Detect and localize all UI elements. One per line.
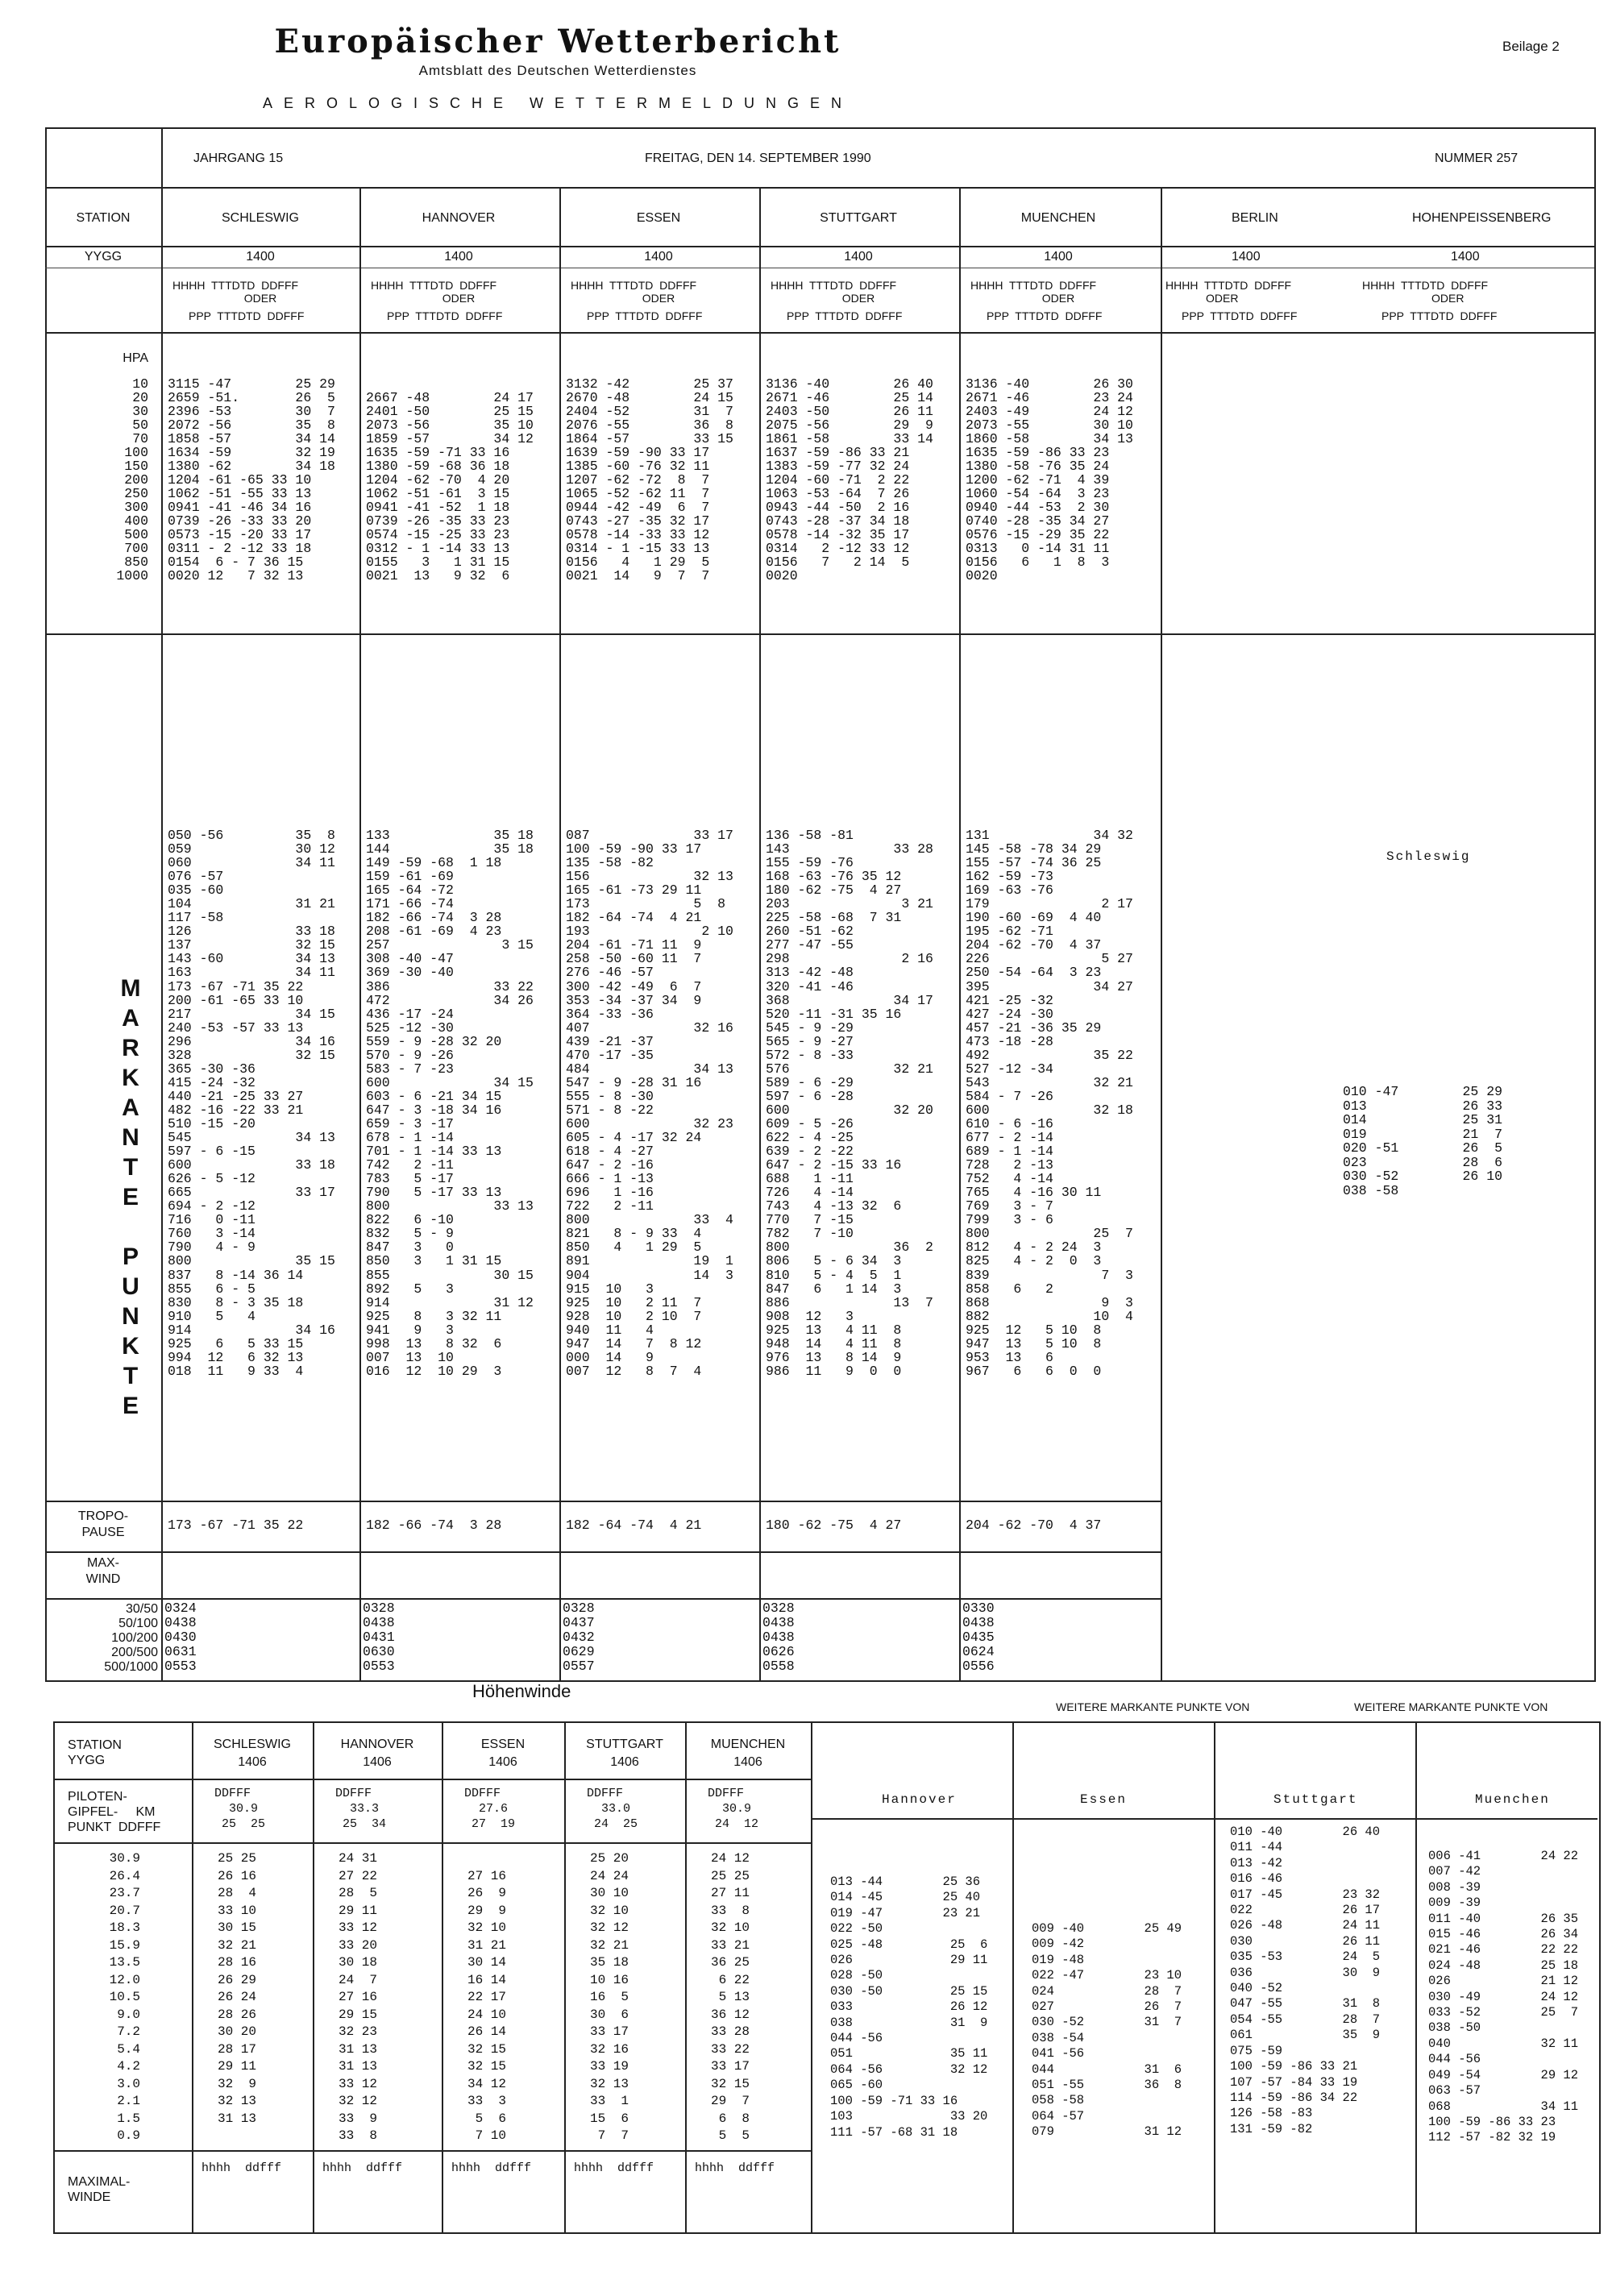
tropopause-data: 173 -67 -71 35 22 xyxy=(168,1518,304,1533)
hw-station-name: MUENCHEN xyxy=(710,1738,786,1751)
markante-letter: N xyxy=(122,1124,139,1151)
col-head-oder: ODER xyxy=(841,292,875,305)
divider xyxy=(811,1818,1597,1820)
hpa-data: 2667 -48 24 17 2401 -50 25 15 2073 -56 35 10 1859 -57 34 12 1635 -59 -71 33 16 1380 -59 -68 36 18 1204 -62 -70 4 20 1062 -51 -61 3 15 0941 -41 -52 1 18 0739 -26 -35 33 23 0574 -15 -25 33 23 0312 - 1 -14 33 13 0155 3 1 31 15 0021 13 9 32 6 xyxy=(366,390,534,583)
hpa-data: 3136 -40 26 40 2671 -46 25 14 2403 -50 26 11 2075 -56 29 9 1861 -58 33 14 1637 -59 -86 33 21 1383 -59 -77 32 24 1204 -60 -71 2 22 1063 -53 -64 7 26 0943 -44 -50 2 16 0743 -28 -37 34 18 0578 -14 -32 35 17 0314 2 -12 33 12 0156 7 2 14 5 0020 xyxy=(766,376,933,583)
divider xyxy=(811,1721,812,2232)
col-head-oder: ODER xyxy=(1041,292,1075,305)
divider xyxy=(442,1721,443,2232)
tropopause-data: 182 -66 -74 3 28 xyxy=(366,1518,502,1533)
tropopause-label: TROPO- PAUSE xyxy=(77,1509,129,1539)
col-head-bot: PPP TTTDTD DDFFF xyxy=(587,309,703,322)
divider xyxy=(45,1598,1161,1600)
divider xyxy=(359,187,361,1680)
hw-station-name: SCHLESWIG xyxy=(213,1738,291,1751)
hw-levels: 30.9 26.4 23.7 20.7 18.3 15.9 13.5 12.0 10.5 9.0 7.2 5.4 4.2 3.0 2.1 1.5 0.9 xyxy=(109,1851,140,2143)
divider xyxy=(759,187,761,1680)
divider xyxy=(45,246,1594,247)
hw-maximal-head: hhhh ddfff xyxy=(451,2161,532,2175)
col-head-top: HHHH TTTDTD DDFFF xyxy=(571,279,697,292)
maxwind-data: 0328 0438 0431 0630 0553 xyxy=(363,1601,395,1674)
divider xyxy=(1415,1721,1417,2232)
jahrgang-label: JAHRGANG 15 xyxy=(193,152,284,165)
weitere-muenchen-label: Muenchen xyxy=(1475,1792,1550,1807)
markante-letter: K xyxy=(122,1333,139,1360)
col-head-bot: PPP TTTDTD DDFFF xyxy=(787,309,903,322)
berlin-col-head-oder: ODER xyxy=(1206,292,1239,305)
weitere-stuttgart-data: 010 -40 26 40 011 -44 013 -42 016 -46 017 -45 23 32 022 26 17 026 -48 24 11 030 26 11 035 -53 24 5 036 30 9 040 -52 047 -55 31 8 054 -55 28 7 061 35 9 075 -59 100 -59 -86 33 21 107 -57 -84 33 19 114 -59 -86 34 22 126 -58 -83 131 -59 -82 xyxy=(1230,1825,1381,2136)
col-head-oder: ODER xyxy=(243,292,277,305)
hw-station-data: 24 12 25 25 27 11 33 8 32 10 33 21 36 25 6 22 5 13 36 12 33 28 33 22 33 17 32 15 29 7 6 8 5 5 xyxy=(711,1851,750,2143)
hw-station-yygg: 1406 xyxy=(488,1755,517,1769)
divider xyxy=(45,1551,1161,1553)
divider xyxy=(53,1842,811,1844)
divider xyxy=(161,127,163,1680)
berlin-col-head-bot: PPP TTTDTD DDFFF xyxy=(1182,309,1298,322)
date-label: FREITAG, DEN 14. SEPTEMBER 1990 xyxy=(645,152,871,165)
hohenp-col-head-oder: ODER xyxy=(1431,292,1465,305)
markante-letter: R xyxy=(122,1035,139,1061)
tropopause-data: 204 -62 -70 4 37 xyxy=(966,1518,1102,1533)
maxwind-levels: 30/50 50/100 100/200 200/500 500/1000 xyxy=(104,1602,158,1674)
hw-station-km: DDFFF 33.0 24 25 xyxy=(587,1787,638,1831)
markante-data: 136 -58 -81 143 33 28 155 -59 -76 168 -63 -76 35 12 180 -62 -75 4 27 203 3 21 225 -58 -68 7 31 260 -51 -62 277 -47 -55 298 2 16 313 -42 -48 320 -41 -46 368 34 17 520 -11 -31 35 16 545 - 9 -29 565 - 9 -27 572 - 8 -33 576 32 21 589 - 6 -29 597 - 6 -28 600 32 20 609 - 5 -26 622 - 4 -25 639 - 2 -22 647 - 2 -15 33 16 688 1 -11 726 4 -14 743 4 -13 32 6 770 7 -15 782 7 -10 800 36 2 806 5 - 6 34 3 810 5 - 4 5 1 847 6 1 14 3 886 13 7 908 12 3 925 13 4 11 8 948 14 4 11 8 976 13 8 14 9 986 11 9 0 0 xyxy=(766,828,933,1379)
station-name: ESSEN xyxy=(636,211,681,225)
schleswig-extra-label: Schleswig xyxy=(1386,849,1471,864)
divider xyxy=(53,2150,811,2152)
divider xyxy=(45,1501,1161,1502)
hw-station-km: DDFFF 27.6 27 19 xyxy=(464,1787,516,1831)
hw-maximal-head: hhhh ddfff xyxy=(322,2161,403,2175)
divider xyxy=(313,1721,314,2232)
divider xyxy=(45,633,1594,635)
weitere-essen-data: 009 -40 25 49 009 -42 019 -48 022 -47 23 10 024 28 7 027 26 7 030 -52 31 7 038 -54 041 -56 044 31 6 051 -55 36 8 058 -58 064 -57 079 31 12 xyxy=(1032,1921,1182,2140)
markante-data: 131 34 32 145 -58 -78 34 29 155 -57 -74 36 25 162 -59 -73 169 -63 -76 179 2 17 190 -60 -69 4 40 195 -62 -71 204 -62 -70 4 37 226 5 27 250 -54 -64 3 23 395 34 27 421 -25 -32 427 -24 -30 457 -21 -36 35 29 473 -18 -28 492 35 22 527 -12 -34 543 32 21 584 - 7 -26 600 32 18 610 - 6 -16 677 - 2 -14 689 - 1 -14 728 2 -13 752 4 -14 765 4 -16 30 11 769 3 - 7 799 3 - 6 800 25 7 812 4 - 2 24 3 825 4 - 2 0 3 839 7 3 858 6 2 868 9 3 882 10 4 925 12 5 10 8 947 13 5 10 8 953 13 6 967 6 6 0 0 xyxy=(966,828,1133,1379)
hw-station-yygg: 1406 xyxy=(610,1755,639,1769)
station-name: STUTTGART xyxy=(820,211,897,225)
col-head-top: HHHH TTTDTD DDFFF xyxy=(970,279,1097,292)
hpa-data: 3136 -40 26 30 2671 -46 23 24 2403 -49 24 12 2073 -55 30 10 1860 -58 34 13 1635 -59 -86 33 23 1380 -58 -76 35 24 1200 -62 -71 4 39 1060 -54 -64 3 23 0940 -44 -53 2 30 0740 -28 -35 34 27 0576 -15 -29 35 22 0313 0 -14 31 11 0156 6 1 8 3 0020 xyxy=(966,376,1133,583)
tropopause-data: 182 -64 -74 4 21 xyxy=(566,1518,702,1533)
col-head-top: HHHH TTTDTD DDFFF xyxy=(771,279,897,292)
divider xyxy=(685,1721,687,2232)
hohenpeissenberg-yygg: 1400 xyxy=(1451,250,1480,264)
weitere-hannover-data: 013 -44 25 36 014 -45 25 40 019 -47 23 21 022 -50 025 -48 25 6 026 29 11 028 -50 030 -50 25 15 033 26 12 038 31 9 044 -56 051 35 11 064 -56 32 12 065 -60 100 -59 -71 33 16 103 33 20 111 -57 -68 31 18 xyxy=(830,1875,988,2140)
col-head-oder: ODER xyxy=(442,292,476,305)
weitere-muenchen-data: 006 -41 24 22 007 -42 008 -39 009 -39 011 -40 26 35 015 -46 26 34 021 -46 22 22 024 -48 25 18 026 21 12 030 -49 24 12 033 -52 25 7 038 -50 040 32 11 044 -56 049 -54 29 12 063 -57 068 34 11 100 -59 -86 33 23 112 -57 -82 32 19 xyxy=(1428,1849,1579,2145)
weitere-title-1: WEITERE MARKANTE PUNKTE VON xyxy=(1056,1700,1250,1713)
tropopause-data: 180 -62 -75 4 27 xyxy=(766,1518,902,1533)
hw-station-yygg: 1406 xyxy=(363,1755,392,1769)
hohenp-col-head: HHHH TTTDTD DDFFF xyxy=(1362,279,1489,292)
hw-piloten-label: PILOTEN- GIPFEL- KM PUNKT DDFFF xyxy=(68,1790,161,1834)
col-head-bot: PPP TTTDTD DDFFF xyxy=(189,309,305,322)
hw-station-name: STUTTGART xyxy=(586,1738,663,1751)
markante-data: 133 35 18 144 35 18 149 -59 -68 1 18 159 -61 -69 165 -64 -72 171 -66 -74 182 -66 -74 3 28 208 -61 -69 4 23 257 3 15 308 -40 -47 369 -30 -40 386 33 22 472 34 26 436 -17 -24 525 -12 -30 559 - 9 -28 32 20 570 - 9 -26 583 - 7 -23 600 34 15 603 - 6 -21 34 15 647 - 3 -18 34 16 659 - 3 -17 678 - 1 -14 701 - 1 -14 33 13 742 2 -11 783 5 -17 790 5 -17 33 13 800 33 13 822 6 -10 832 5 - 9 847 3 0 850 3 1 31 15 855 30 15 892 5 3 914 31 12 925 8 3 32 11 941 9 3 998 13 8 32 6 007 13 10 016 12 10 29 3 xyxy=(366,828,534,1379)
hw-station-label: STATION YYGG xyxy=(68,1738,122,1767)
markante-letter: T xyxy=(123,1363,139,1389)
divider xyxy=(192,1721,193,2232)
markante-letter: M xyxy=(120,975,141,1002)
maxwind-data: 0324 0438 0430 0631 0553 xyxy=(164,1601,197,1674)
hw-station-data: 24 31 27 22 28 5 29 11 33 12 33 20 30 18 24 7 27 16 29 15 32 23 31 13 31 13 33 12 32 12 33 9 33 8 xyxy=(339,1851,378,2143)
hpa-data: 3115 -47 25 29 2659 -51. 26 5 2396 -53 30 7 2072 -56 35 8 1858 -57 34 14 1634 -59 32 19 1380 -62 34 18 1204 -61 -65 33 10 1062 -51 -55 33 13 0941 -41 -46 34 16 0739 -26 -33 33 20 0573 -15 -20 33 17 0311 - 2 -12 33 18 0154 6 - 7 36 15 0020 12 7 32 13 xyxy=(168,376,335,583)
divider xyxy=(564,1721,566,2232)
markante-letter: U xyxy=(122,1273,139,1300)
markante-letter: P xyxy=(122,1243,139,1270)
markante-letter: K xyxy=(122,1065,139,1091)
hw-maximal-head: hhhh ddfff xyxy=(202,2161,282,2175)
col-head-top: HHHH TTTDTD DDFFF xyxy=(172,279,299,292)
markante-letter: E xyxy=(122,1184,139,1210)
col-head-oder: ODER xyxy=(642,292,675,305)
hw-station-km: DDFFF 30.9 25 25 xyxy=(214,1787,266,1831)
maxwind-data: 0330 0438 0435 0624 0556 xyxy=(962,1601,995,1674)
hw-station-data: 27 16 26 9 29 9 32 10 31 21 30 14 16 14 22 17 24 10 26 14 32 15 32 15 34 12 33 3 5 6 7 10 xyxy=(467,1868,507,2143)
markante-letter: A xyxy=(122,1094,139,1121)
markante-data: 050 -56 35 8 059 30 12 060 34 11 076 -57 035 -60 104 31 21 117 -58 126 33 18 137 32 15 143 -60 34 13 163 34 11 173 -67 -71 35 22 200 -61 -65 33 10 217 34 15 240 -53 -57 33 13 296 34 16 328 32 15 365 -30 -36 415 -24 -32 440 -21 -25 33 27 482 -16 -22 33 21 510 -15 -20 545 34 13 597 - 6 -15 600 33 18 626 - 5 -12 665 33 17 694 - 2 -12 716 0 -11 760 3 -14 790 4 - 9 800 35 15 837 8 -14 36 14 855 6 - 5 830 8 - 3 35 18 910 5 4 914 34 16 925 6 5 33 15 994 12 6 32 13 018 11 9 33 4 xyxy=(168,828,335,1379)
berlin-col-head: HHHH TTTDTD DDFFF xyxy=(1165,279,1292,292)
hpa-levels: 10 20 30 50 70 100 150 200 250 300 400 500 700 850 1000 xyxy=(116,376,148,583)
beilage-label: Beilage 2 xyxy=(1502,39,1560,54)
divider xyxy=(959,187,961,1680)
weitere-title-2: WEITERE MARKANTE PUNKTE VON xyxy=(1354,1700,1548,1713)
hpa-label: HPA xyxy=(123,351,148,365)
station-name: HANNOVER xyxy=(422,211,496,225)
hw-station-yygg: 1406 xyxy=(733,1755,762,1769)
maxwind-data: 0328 0437 0432 0629 0557 xyxy=(563,1601,595,1674)
divider xyxy=(45,187,1594,189)
station-yygg: 1400 xyxy=(844,250,873,264)
station-name: SCHLESWIG xyxy=(221,211,299,225)
hpa-data: 3132 -42 25 37 2670 -48 24 15 2404 -52 31 7 2076 -55 36 8 1864 -57 33 15 1639 -59 -90 33 17 1385 -60 -76 32 11 1207 -62 -72 8 7 1065 -52 -62 11 7 0944 -42 -49 6 7 0743 -27 -35 32 17 0578 -14 -33 33 12 0314 - 1 -15 33 13 0156 4 1 29 5 0021 14 9 7 7 xyxy=(566,376,733,583)
maxwind-label: MAX- WIND xyxy=(85,1556,121,1586)
schleswig-extra-data: 010 -47 25 29 013 26 33 014 25 31 019 21 7 020 -51 26 5 023 28 6 030 -52 26 10 038 -58 xyxy=(1343,1084,1503,1198)
hw-station-yygg: 1406 xyxy=(238,1755,267,1769)
hw-station-name: HANNOVER xyxy=(340,1738,414,1751)
markante-letter: T xyxy=(123,1154,139,1181)
col-head-bot: PPP TTTDTD DDFFF xyxy=(987,309,1103,322)
markante-data: 087 33 17 100 -59 -90 33 17 135 -58 -82 156 32 13 165 -61 -73 29 11 173 5 8 182 -64 -74 4 21 193 2 10 204 -61 -71 11 9 258 -50 -60 11 7 276 -46 -57 300 -42 -49 6 7 353 -34 -37 34 9 364 -33 -36 407 32 16 439 -21 -37 470 -17 -35 484 34 13 547 - 9 -28 31 16 555 - 8 -30 571 - 8 -22 600 32 23 605 - 4 -17 32 24 618 - 4 -27 647 - 2 -16 666 - 1 -13 696 1 -16 722 2 -11 800 33 4 821 8 - 9 33 4 850 4 1 29 5 891 19 1 904 14 3 915 10 3 925 10 2 11 7 928 10 2 10 7 940 11 4 947 14 7 8 12 000 14 9 007 12 8 7 4 xyxy=(566,828,733,1379)
maxwind-data: 0328 0438 0438 0626 0558 xyxy=(762,1601,795,1674)
station-label: STATION xyxy=(76,211,131,225)
page-title: Europäischer Wetterbericht xyxy=(274,23,841,60)
col-head-bot: PPP TTTDTD DDFFF xyxy=(387,309,503,322)
berlin-yygg: 1400 xyxy=(1232,250,1261,264)
divider xyxy=(559,187,561,1680)
hw-maximal-head: hhhh ddfff xyxy=(574,2161,654,2175)
hw-station-km: DDFFF 33.3 25 34 xyxy=(335,1787,387,1831)
hw-maximal-label: MAXIMAL- WINDE xyxy=(68,2175,131,2204)
nummer-label: NUMMER 257 xyxy=(1435,152,1519,165)
station-yygg: 1400 xyxy=(444,250,473,264)
page-subtitle: Amtsblatt des Deutschen Wetterdienstes xyxy=(418,63,697,78)
weitere-essen-label: Essen xyxy=(1080,1792,1128,1807)
hohenp-col-head-bot: PPP TTTDTD DDFFF xyxy=(1381,309,1498,322)
divider xyxy=(53,1779,811,1780)
berlin-label: BERLIN xyxy=(1232,211,1278,225)
divider xyxy=(1012,1721,1014,2232)
hw-station-data: 25 20 24 24 30 10 32 10 32 12 32 21 35 18 10 16 16 5 30 6 33 17 32 16 33 19 32 13 33 1 15 6 7 7 xyxy=(590,1851,629,2143)
hohenpeissenberg-label: HOHENPEISSENBERG xyxy=(1412,211,1552,225)
weitere-stuttgart-label: Stuttgart xyxy=(1273,1792,1358,1807)
station-yygg: 1400 xyxy=(1044,250,1073,264)
markante-letter: A xyxy=(122,1005,139,1032)
hw-station-name: ESSEN xyxy=(480,1738,526,1751)
divider xyxy=(1214,1721,1215,2232)
markante-letter: N xyxy=(122,1303,139,1330)
station-yygg: 1400 xyxy=(246,250,275,264)
hw-maximal-head: hhhh ddfff xyxy=(695,2161,775,2175)
yygg-label: YYGG xyxy=(84,250,123,264)
divider xyxy=(1161,187,1162,1680)
section-title: AEROLOGISCHE WETTERMELDUNGEN xyxy=(262,95,854,111)
col-head-top: HHHH TTTDTD DDFFF xyxy=(371,279,497,292)
weitere-hannover-label: Hannover xyxy=(882,1792,957,1807)
station-yygg: 1400 xyxy=(644,250,673,264)
divider xyxy=(45,332,1594,334)
hw-station-km: DDFFF 30.9 24 12 xyxy=(708,1787,759,1831)
station-name: MUENCHEN xyxy=(1020,211,1096,225)
markante-letter: E xyxy=(122,1393,139,1419)
hoehenwinde-title: Höhenwinde xyxy=(472,1681,571,1701)
hw-station-data: 25 25 26 16 28 4 33 10 30 15 32 21 28 16 26 29 26 24 28 26 30 20 28 17 29 11 32 9 32 13 31 13 xyxy=(218,1851,257,2126)
